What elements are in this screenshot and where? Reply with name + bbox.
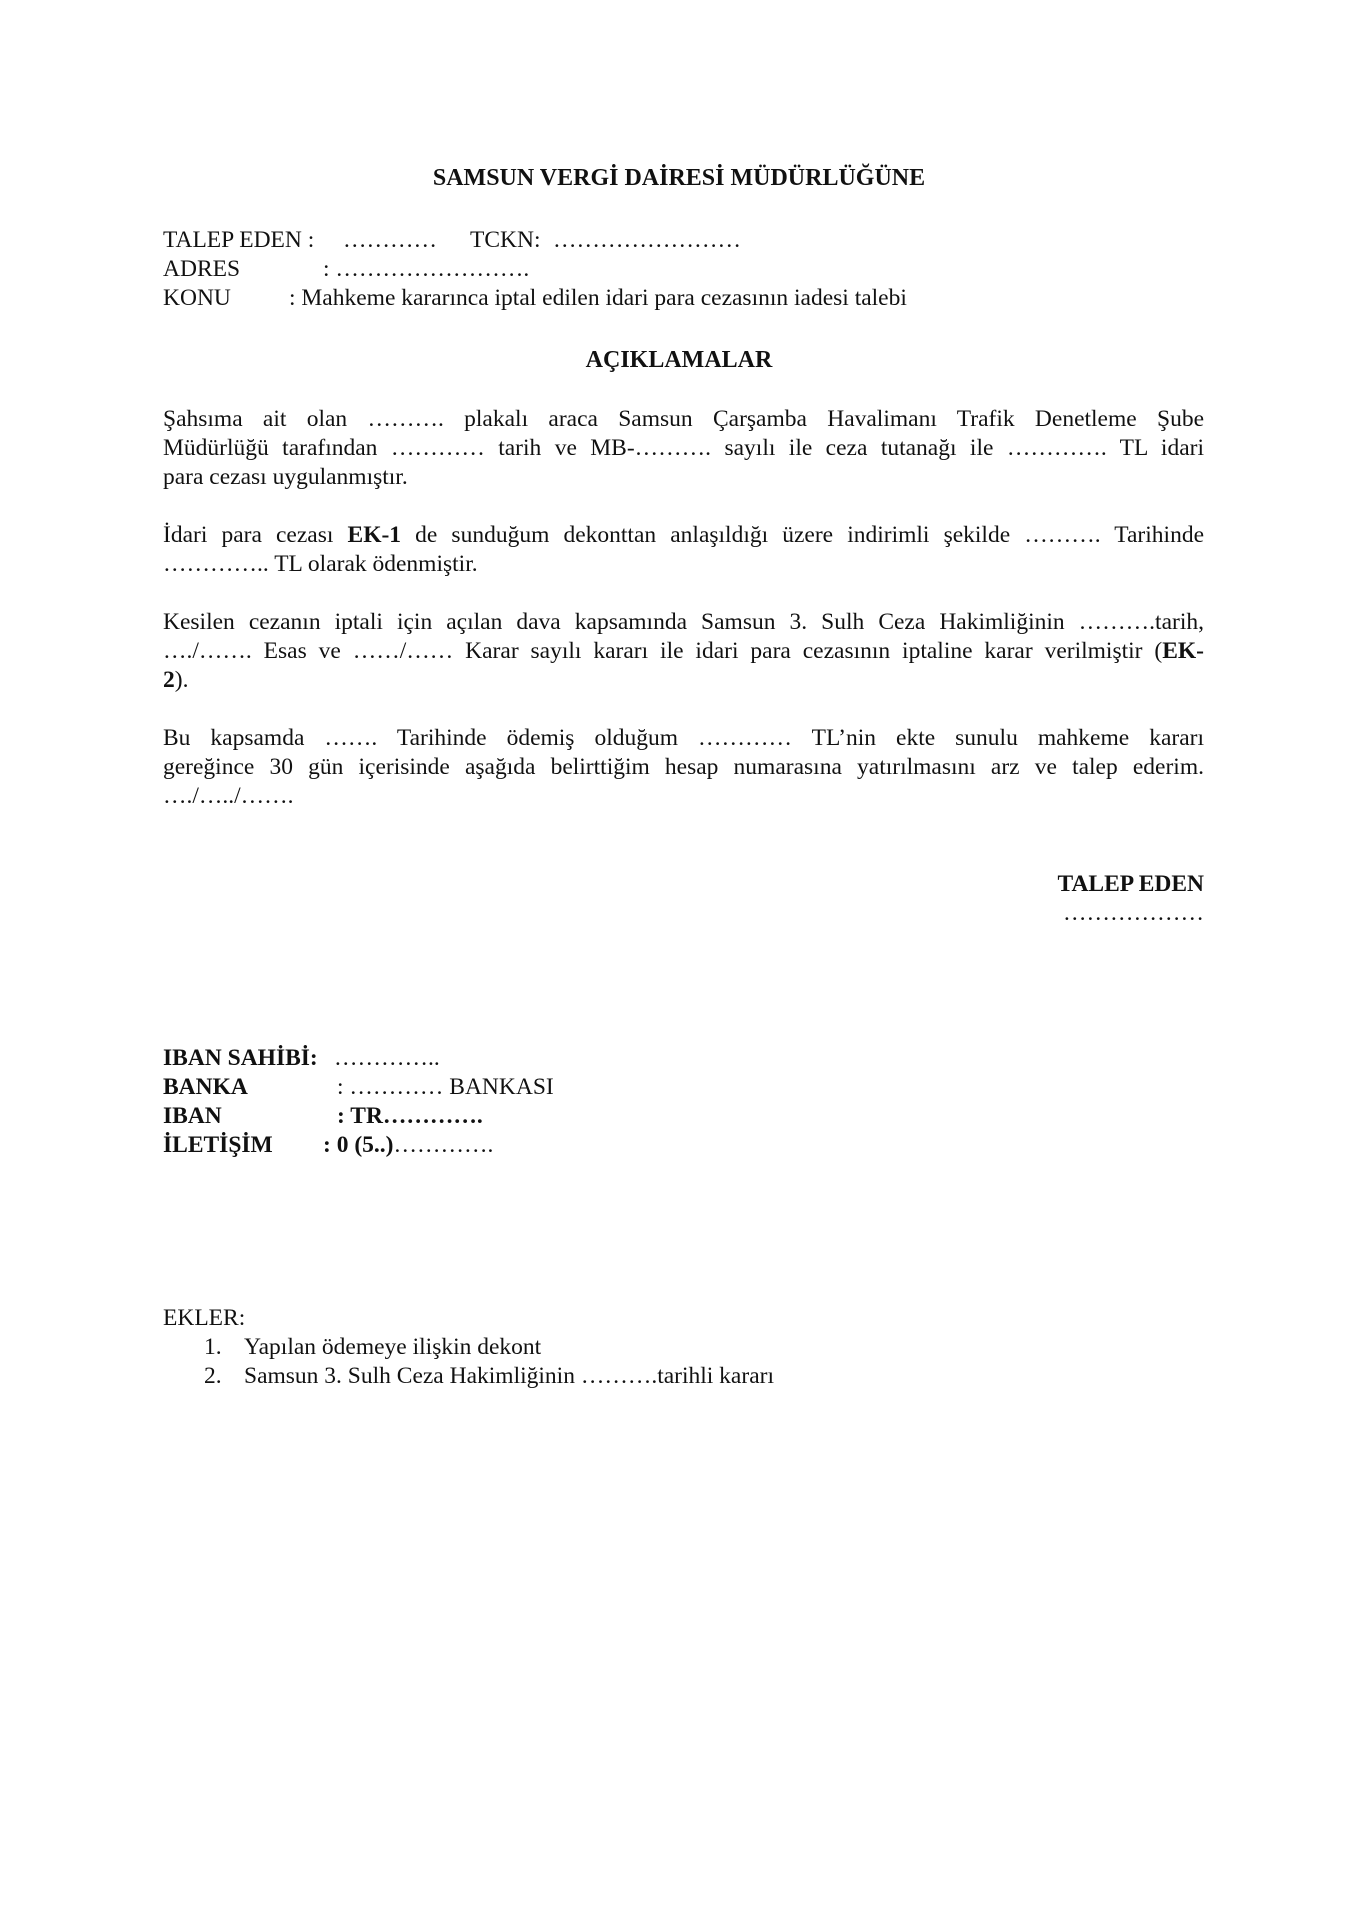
paragraph-3-line-3 — [163, 666, 1204, 695]
iletisim-label: İLETİŞİM — [163, 1132, 273, 1158]
paragraph-2 — [163, 521, 1204, 579]
paragraph-1 — [163, 405, 1204, 492]
iban-value: : TR…………. — [337, 1103, 483, 1129]
iban-label: IBAN — [163, 1103, 222, 1129]
paragraph-3-line-1: Kesilen cezanın iptali için açılan dava kapsamında Samsun 3. Sulh Ceza Hakimliğinin ……….tarih, — [163, 609, 1204, 635]
attachment-2-text: Samsun 3. Sulh Ceza Hakimliğinin ……….tarihli kararı — [244, 1363, 774, 1389]
attachment-2-number: 2. — [204, 1363, 222, 1389]
paragraph-3 — [163, 608, 1204, 695]
paragraph-1-line-2: Müdürlüğü tarafından ………… tarih ve MB-………. sayılı ile ceza tutanağı ile …………. TL idari — [163, 435, 1204, 461]
paragraph-4-line-3: …./…../……. — [163, 783, 294, 809]
paragraph-1-line-1: Şahsıma ait olan ………. plakalı araca Samsun Çarşamba Havalimanı Trafik Denetleme Şube — [163, 406, 1204, 432]
paragraph-3-close: ). — [174, 667, 189, 693]
paragraph-4-line-1: Bu kapsamda ……. Tarihinde ödemiş olduğum ………… TL’nin ekte sunulu mahkeme kararı — [163, 725, 1204, 751]
iletisim-prefix: : 0 (5..) — [323, 1132, 394, 1158]
attachment-1-text: Yapılan ödemeye ilişkin dekont — [244, 1334, 542, 1360]
konu-value: : Mahkeme kararınca iptal edilen idari para cezasının iadesi talebi — [289, 285, 907, 311]
paragraph-4 — [163, 724, 1204, 811]
paragraph-1-line-3: para cezası uygulanmıştır. — [163, 464, 408, 490]
tckn-value: …………………… — [553, 227, 741, 253]
paragraph-2-line-2: ………….. TL olarak ödenmiştir. — [163, 551, 478, 577]
ek-2-reference: EK- — [1162, 638, 1204, 664]
paragraph-2-text-a: İdari para cezası — [163, 522, 348, 548]
ek-2-number: 2 — [163, 667, 175, 693]
banka-value: : ………… BANKASI — [337, 1074, 554, 1100]
banka-label: BANKA — [163, 1074, 248, 1100]
signature-value: ……………… — [1063, 900, 1204, 926]
paragraph-2-line-1 — [163, 521, 1204, 550]
paragraph-2-text-c: de sunduğum dekonttan anlaşıldığı üzere indirimli şekilde ………. Tarihinde — [401, 522, 1204, 548]
konu-label: KONU — [163, 285, 231, 311]
talep-eden-value: ………… — [343, 227, 437, 253]
paragraph-3-line-2 — [163, 637, 1204, 666]
paragraph-3-text-a: …./……. Esas ve ……/…… Karar sayılı kararı ile idari para cezasının iptaline karar verilmiştir ( — [163, 638, 1163, 664]
iban-sahibi-value: ………….. — [334, 1045, 440, 1071]
tckn-label: TCKN: — [470, 227, 541, 253]
adres-label: ADRES — [163, 256, 241, 282]
iletisim-value — [323, 1131, 493, 1160]
talep-eden-label: TALEP EDEN : — [163, 227, 315, 253]
ek-1-reference: EK-1 — [347, 522, 402, 548]
attachments-title: EKLER: — [163, 1305, 246, 1331]
section-title: AÇIKLAMALAR — [585, 347, 773, 373]
signature-label: TALEP EDEN — [1057, 871, 1204, 897]
paragraph-4-line-2: gereğince 30 gün içerisinde aşağıda belirttiğim hesap numarasına yatırılmasını arz ve talep ederim. — [163, 754, 1204, 780]
document-title: SAMSUN VERGİ DAİRESİ MÜDÜRLÜĞÜNE — [432, 165, 926, 191]
iban-sahibi-label: IBAN SAHİBİ: — [163, 1045, 318, 1071]
attachment-1-number: 1. — [204, 1334, 222, 1360]
adres-value: : ……………………. — [323, 256, 530, 282]
iletisim-dots: …………. — [393, 1132, 494, 1158]
